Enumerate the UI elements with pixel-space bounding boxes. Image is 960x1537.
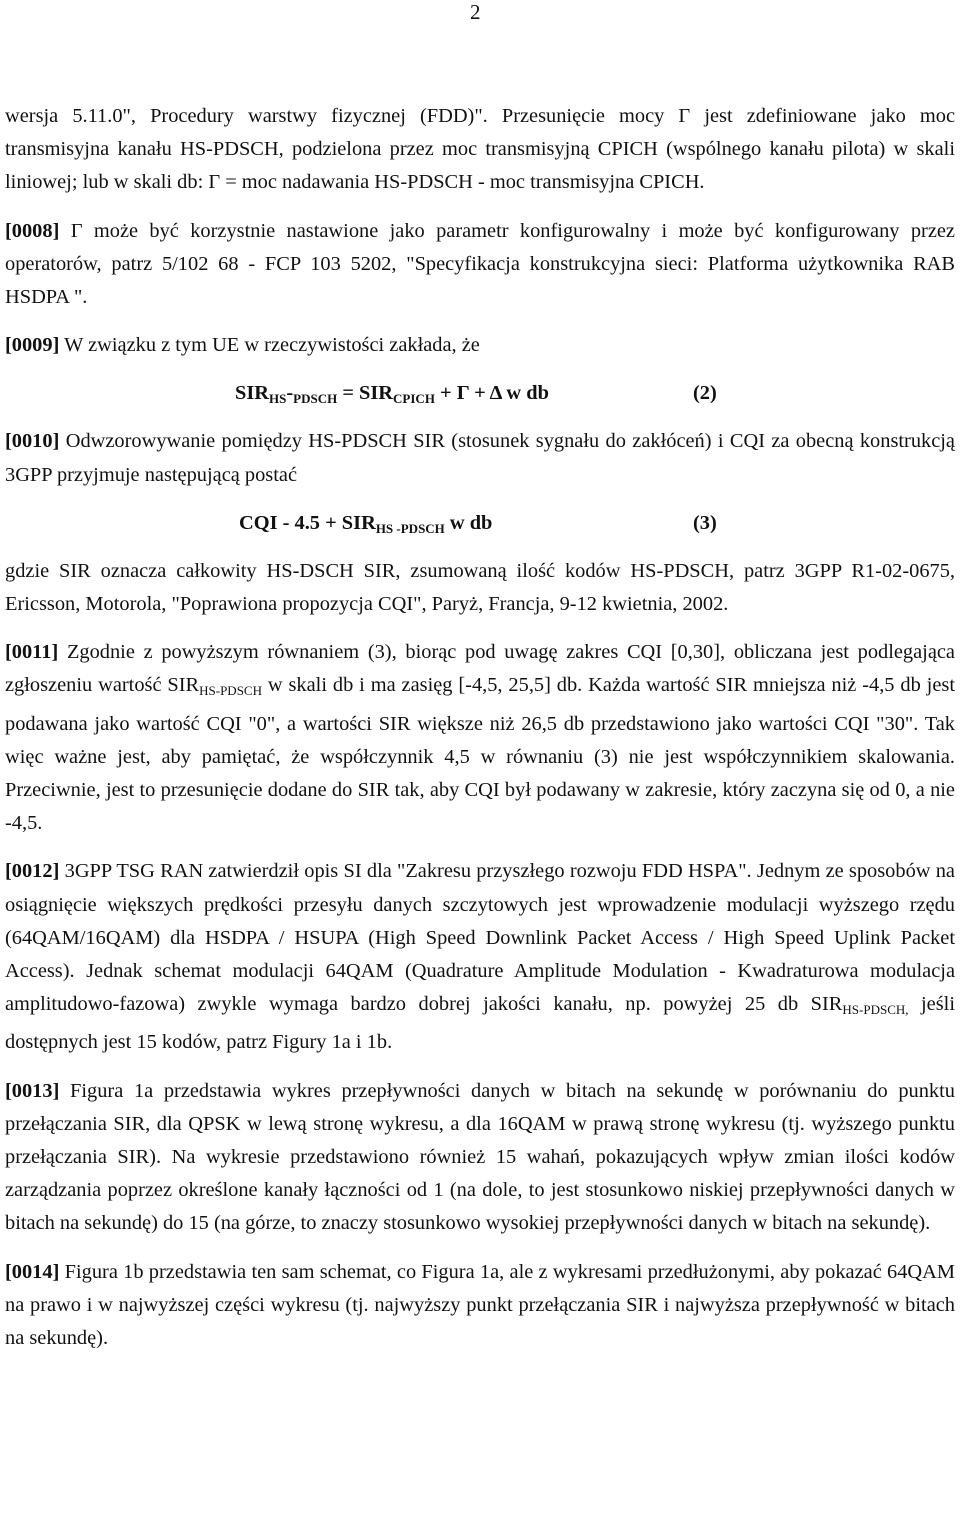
eq-term: CQI - 4.5 + SIR bbox=[239, 511, 376, 534]
paragraph-text: 3GPP TSG RAN zatwierdził opis SI dla "Zakresu przyszłego rozwoju FDD HSPA". Jednym ze sposobów na osiągnięcie większych prędkości przesyłu danych szczytowych jest wprowadzenie modulacji wyższego rzędu (64QAM/16QAM) dla HSDPA / HSUPA (High Speed Downlink Packet Access / High Speed Uplink Packet Access). Jednak schemat modulacji 64QAM (Quadrature Amplitude Modulation - Kwadraturowa modulacja amplitudowo-fazowa) zwykle wymaga bardzo dobrej jakości kanału, np. powyżej 25 db SIR bbox=[5, 860, 955, 1016]
eq-dash: - bbox=[286, 382, 294, 405]
paragraph-text: Zgodnie z powyższym równaniem (3), biorąc pod uwagę zakres CQI [0,30], obliczana jest podlegająca zgłoszeniu wartość SIR bbox=[5, 641, 955, 697]
paragraph-id: [0010] bbox=[5, 430, 60, 453]
paragraph-text: w skali db i ma zasięg [-4,5, 25,5] db. Każda wartość SIR mniejsza niż -4,5 db jest podawana jako wartość CQI "0", a wartości SIR większe niż 26,5 db przedstawiono jako wartości CQI "30". Tak więc ważne jest, aby pamiętać, że współczynnik 4,5 w równaniu (3) nie jest współczynnikiem skalowania. Przeciwnie, jest to przesunięcie dodane do SIR tak, aby CQI był podawany w zakresie, który zaczyna się od 0, a nie -4,5. bbox=[5, 674, 955, 835]
eq-term: = SIR bbox=[337, 382, 394, 405]
paragraph-id: [0011] bbox=[5, 641, 59, 664]
paragraph-text: Odwzorowywanie pomiędzy HS-PDSCH SIR (stosunek sygnału do zakłóceń) i CQI za obecną konstrukcją 3GPP przyjmuje następującą postać bbox=[5, 430, 955, 486]
eq-subscript: HS -PDSCH bbox=[375, 520, 445, 536]
equation-number: (2) bbox=[693, 382, 717, 405]
eq-subscript: HS bbox=[269, 391, 287, 407]
paragraph-text: Figura 1b przedstawia ten sam schemat, co Figura 1a, ale z wykresami przedłużonymi, aby pokazać 64QAM na prawo i w najwyższej części wykresu (tj. najwyższy punkt przełączania SIR i najwyższa przepływność w bitach na sekundę). bbox=[5, 1260, 955, 1350]
paragraph-0012 bbox=[5, 855, 955, 1059]
paragraph-text: Figura 1a przedstawia wykres przepływności danych w bitach na sekundę w porównaniu do punktu przełączania SIR, dla QPSK w lewą stronę wykresu, a dla 16QAM w prawą stronę wykresu (tj. wyższego punktu przełączania SIR). Na wykresie przedstawiono również 15 wahań, pokazujących wpływ zmian ilości kodów zarządzania poprzez określone kanały łączności od 1 (na dole, to jest stosunkowo niskiej przepływności danych w bitach na sekundę) do 15 (na górze, to znaczy stosunkowo wysokiej przepływności danych w bitach na sekundę). bbox=[5, 1079, 955, 1235]
paragraph-0011 bbox=[5, 636, 955, 840]
paragraph-id: [0009] bbox=[5, 334, 60, 357]
page-number: 2 bbox=[470, 0, 481, 24]
paragraph-0010 bbox=[5, 425, 955, 491]
paragraph-text: Γ może być korzystnie nastawione jako parametr konfigurowalny i może być konfigurowany przez operatorów, patrz 5/102 68 - FCP 103 5202, "Specyfikacja konstrukcyjna sieci: Platforma użytkownika RAB HSDPA ". bbox=[5, 219, 955, 309]
equation-expression bbox=[239, 507, 492, 545]
eq-term: w db bbox=[444, 511, 493, 534]
eq-term: + Γ + Δ w db bbox=[434, 382, 549, 405]
paragraph-0014 bbox=[5, 1256, 955, 1356]
document-body bbox=[5, 100, 955, 1370]
paragraph-0013 bbox=[5, 1075, 955, 1241]
paragraph-id: [0013] bbox=[5, 1079, 60, 1102]
paragraph-id: [0012] bbox=[5, 860, 60, 883]
paragraph-0008 bbox=[5, 215, 955, 315]
subscript: HS-PDSCH, bbox=[842, 1002, 909, 1018]
paragraph-0009 bbox=[5, 329, 955, 362]
paragraph-intro: wersja 5.11.0", Procedury warstwy fizycznej (FDD)". Przesunięcie mocy Γ jest zdefiniowane jako moc transmisyjna kanału HS-PDSCH, podzielona przez moc transmisyjną CPICH (wspólnego kanału pilota) w skali liniowej; lub w skali db: Γ = moc nadawania HS-PDSCH - moc transmisyjna CPICH. bbox=[5, 105, 955, 194]
eq-subscript: PDSCH bbox=[293, 391, 338, 407]
eq-term: SIR bbox=[235, 382, 270, 405]
subscript: HS-PDSCH bbox=[199, 683, 262, 699]
eq-subscript: CPICH bbox=[393, 391, 435, 407]
equation-expression bbox=[235, 377, 549, 415]
paragraph-id: [0008] bbox=[5, 219, 60, 242]
equation-3 bbox=[5, 507, 955, 540]
equation-2 bbox=[5, 377, 955, 410]
paragraph-text: W związku z tym UE w rzeczywistości zakłada, że bbox=[59, 334, 480, 357]
paragraph-id: [0014] bbox=[5, 1260, 60, 1283]
paragraph-gdzie: gdzie SIR oznacza całkowity HS-DSCH SIR, zsumowaną ilość kodów HS-PDSCH, patrz 3GPP R1-02-0675, Ericsson, Motorola, "Poprawiona propozycja CQI", Paryż, Francja, 9-12 kwietnia, 2002. bbox=[5, 559, 955, 616]
equation-number: (3) bbox=[693, 511, 717, 534]
paragraph-text: jeśli dostępnych jest 15 kodów, patrz Figury 1a i 1b. bbox=[5, 993, 955, 1054]
